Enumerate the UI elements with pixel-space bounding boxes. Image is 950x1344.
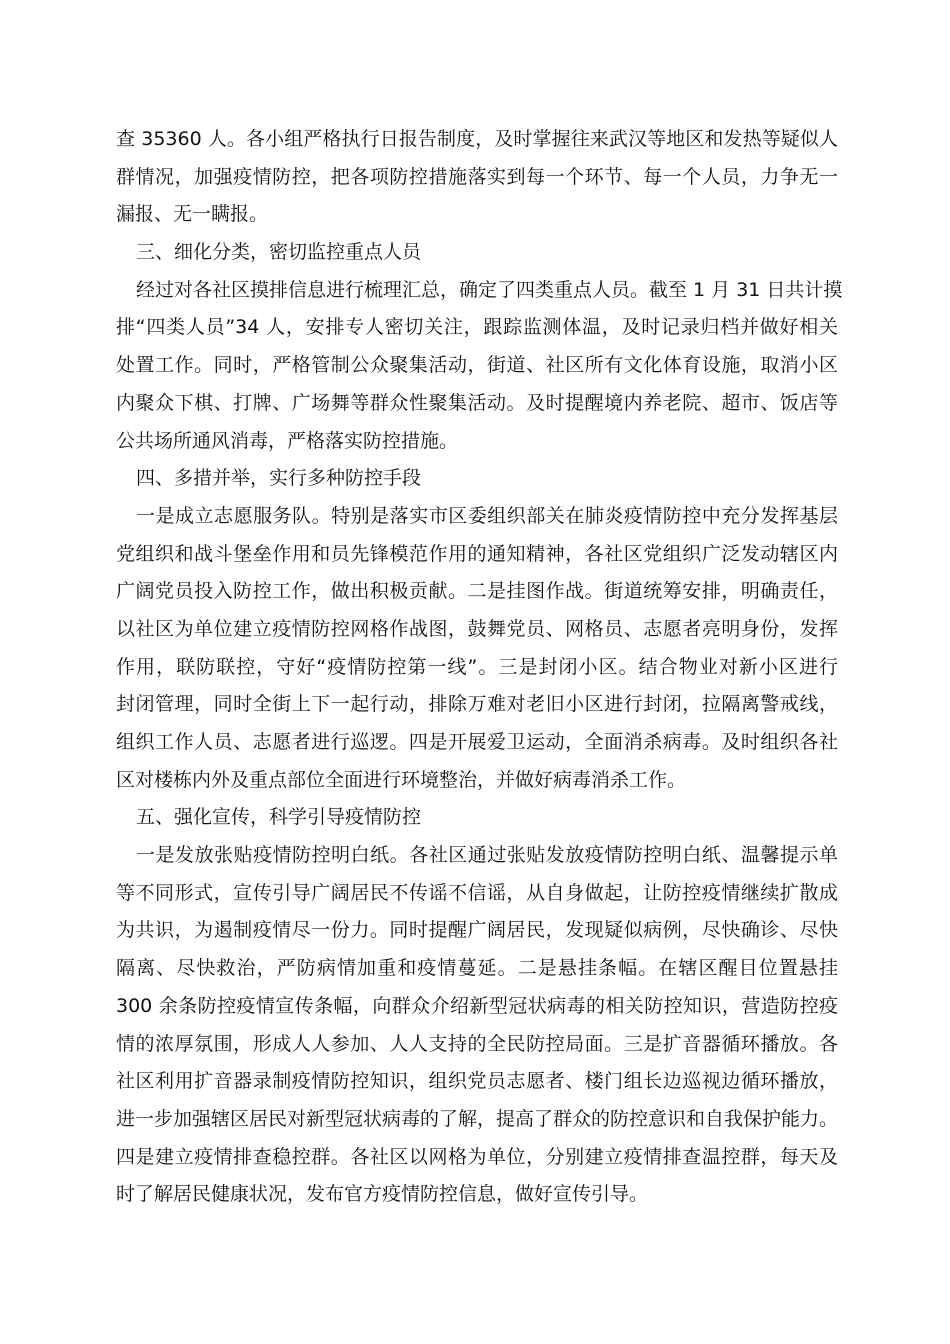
text-line: 作用，联防联控，守好“疫情防控第一线”。三是封闭小区。结合物业对新小区进行	[116, 655, 838, 678]
text-line: 经过对各社区摸排信息进行梳理汇总，确定了四类重点人员。截至 1 月 31 日共计摸	[136, 278, 843, 301]
text-line: 社区利用扩音器录制疫情防控知识，组织党员志愿者、楼门组长边巡视边循环播放，	[116, 1070, 838, 1093]
text-line: 进一步加强辖区居民对新型冠状病毒的了解，提高了群众的防控意识和自我保护能力。	[116, 1107, 839, 1130]
text-line: 三、细化分类，密切监控重点人员	[136, 241, 422, 264]
text-line: 党组织和战斗堡垒作用和员先锋模范作用的通知精神，各社区党组织广泛发动辖区内	[116, 542, 838, 565]
text-line: 一是发放张贴疫情防控明白纸。各社区通过张贴发放疫情防控明白纸、温馨提示单	[136, 844, 838, 867]
text-line: 查 35360 人。各小组严格执行日报告制度，及时掌握往来武汉等地区和发热等疑似人	[116, 128, 838, 150]
text-line: 五、强化宣传，科学引导疫情防控	[136, 806, 422, 829]
text-line: 广阔党员投入防控工作，做出积极贡献。二是挂图作战。街道统筹安排，明确责任，	[116, 580, 838, 603]
text-line: 区对楼栋内外及重点部位全面进行环境整治，并做好病毒消杀工作。	[116, 768, 687, 791]
text-line: 群情况，加强疫情防控，把各项防控措施落实到每一个环节、每一个人员，力争无一	[116, 165, 838, 188]
text-line: 封闭管理，同时全街上下一起行动，排除万难对老旧小区进行封闭，拉隔离警戒线，	[116, 693, 838, 716]
text-line: 公共场所通风消毒，严格落实防控措施。	[116, 429, 459, 452]
text-line: 内聚众下棋、打牌、广场舞等群众性聚集活动。及时提醒境内养老院、超市、饭店等	[116, 391, 838, 414]
text-line: 排“四类人员”34 人，安排专人密切关注，跟踪监测体温，及时记录归档并做好相关	[116, 316, 838, 339]
text-line: 四、多措并举，实行多种防控手段	[136, 467, 422, 490]
text-line: 处置工作。同时，严格管制公众聚集活动，街道、社区所有文化体育设施，取消小区	[116, 354, 838, 377]
text-line: 等不同形式，宣传引导广阔居民不传谣不信谣，从自身做起，让防控疫情继续扩散成	[116, 881, 838, 904]
text-line: 情的浓厚氛围，形成人人参加、人人支持的全民防控局面。三是扩音器循环播放。各	[116, 1032, 838, 1055]
text-line: 四是建立疫情排查稳控群。各社区以网格为单位，分别建立疫情排查温控群，每天及	[116, 1145, 838, 1168]
text-line: 隔离、尽快救治，严防病情加重和疫情蔓延。二是悬挂条幅。在辖区醒目位置悬挂	[116, 957, 838, 980]
text-line: 一是成立志愿服务队。特别是落实市区委组织部关在肺炎疫情防控中充分发挥基层	[136, 504, 838, 527]
text-line: 时了解居民健康状况，发布官方疫情防控信息，做好宣传引导。	[116, 1183, 649, 1206]
text-line: 组织工作人员、志愿者进行巡逻。四是开展爱卫运动，全面消杀病毒。及时组织各社	[116, 731, 838, 753]
text-line: 300 余条防控疫情宣传条幅，向群众介绍新型冠状病毒的相关防控知识，营造防控疫	[116, 994, 838, 1017]
text-line: 以社区为单位建立疫情防控网格作战图，鼓舞党员、网格员、志愿者亮明身份，发挥	[116, 617, 838, 640]
text-line: 漏报、无一瞒报。	[116, 203, 269, 226]
document-body	[116, 121, 843, 1214]
text-line: 为共识，为遏制疫情尽一份力。同时提醒广阔居民，发现疑似病例，尽快确诊、尽快	[116, 919, 838, 942]
